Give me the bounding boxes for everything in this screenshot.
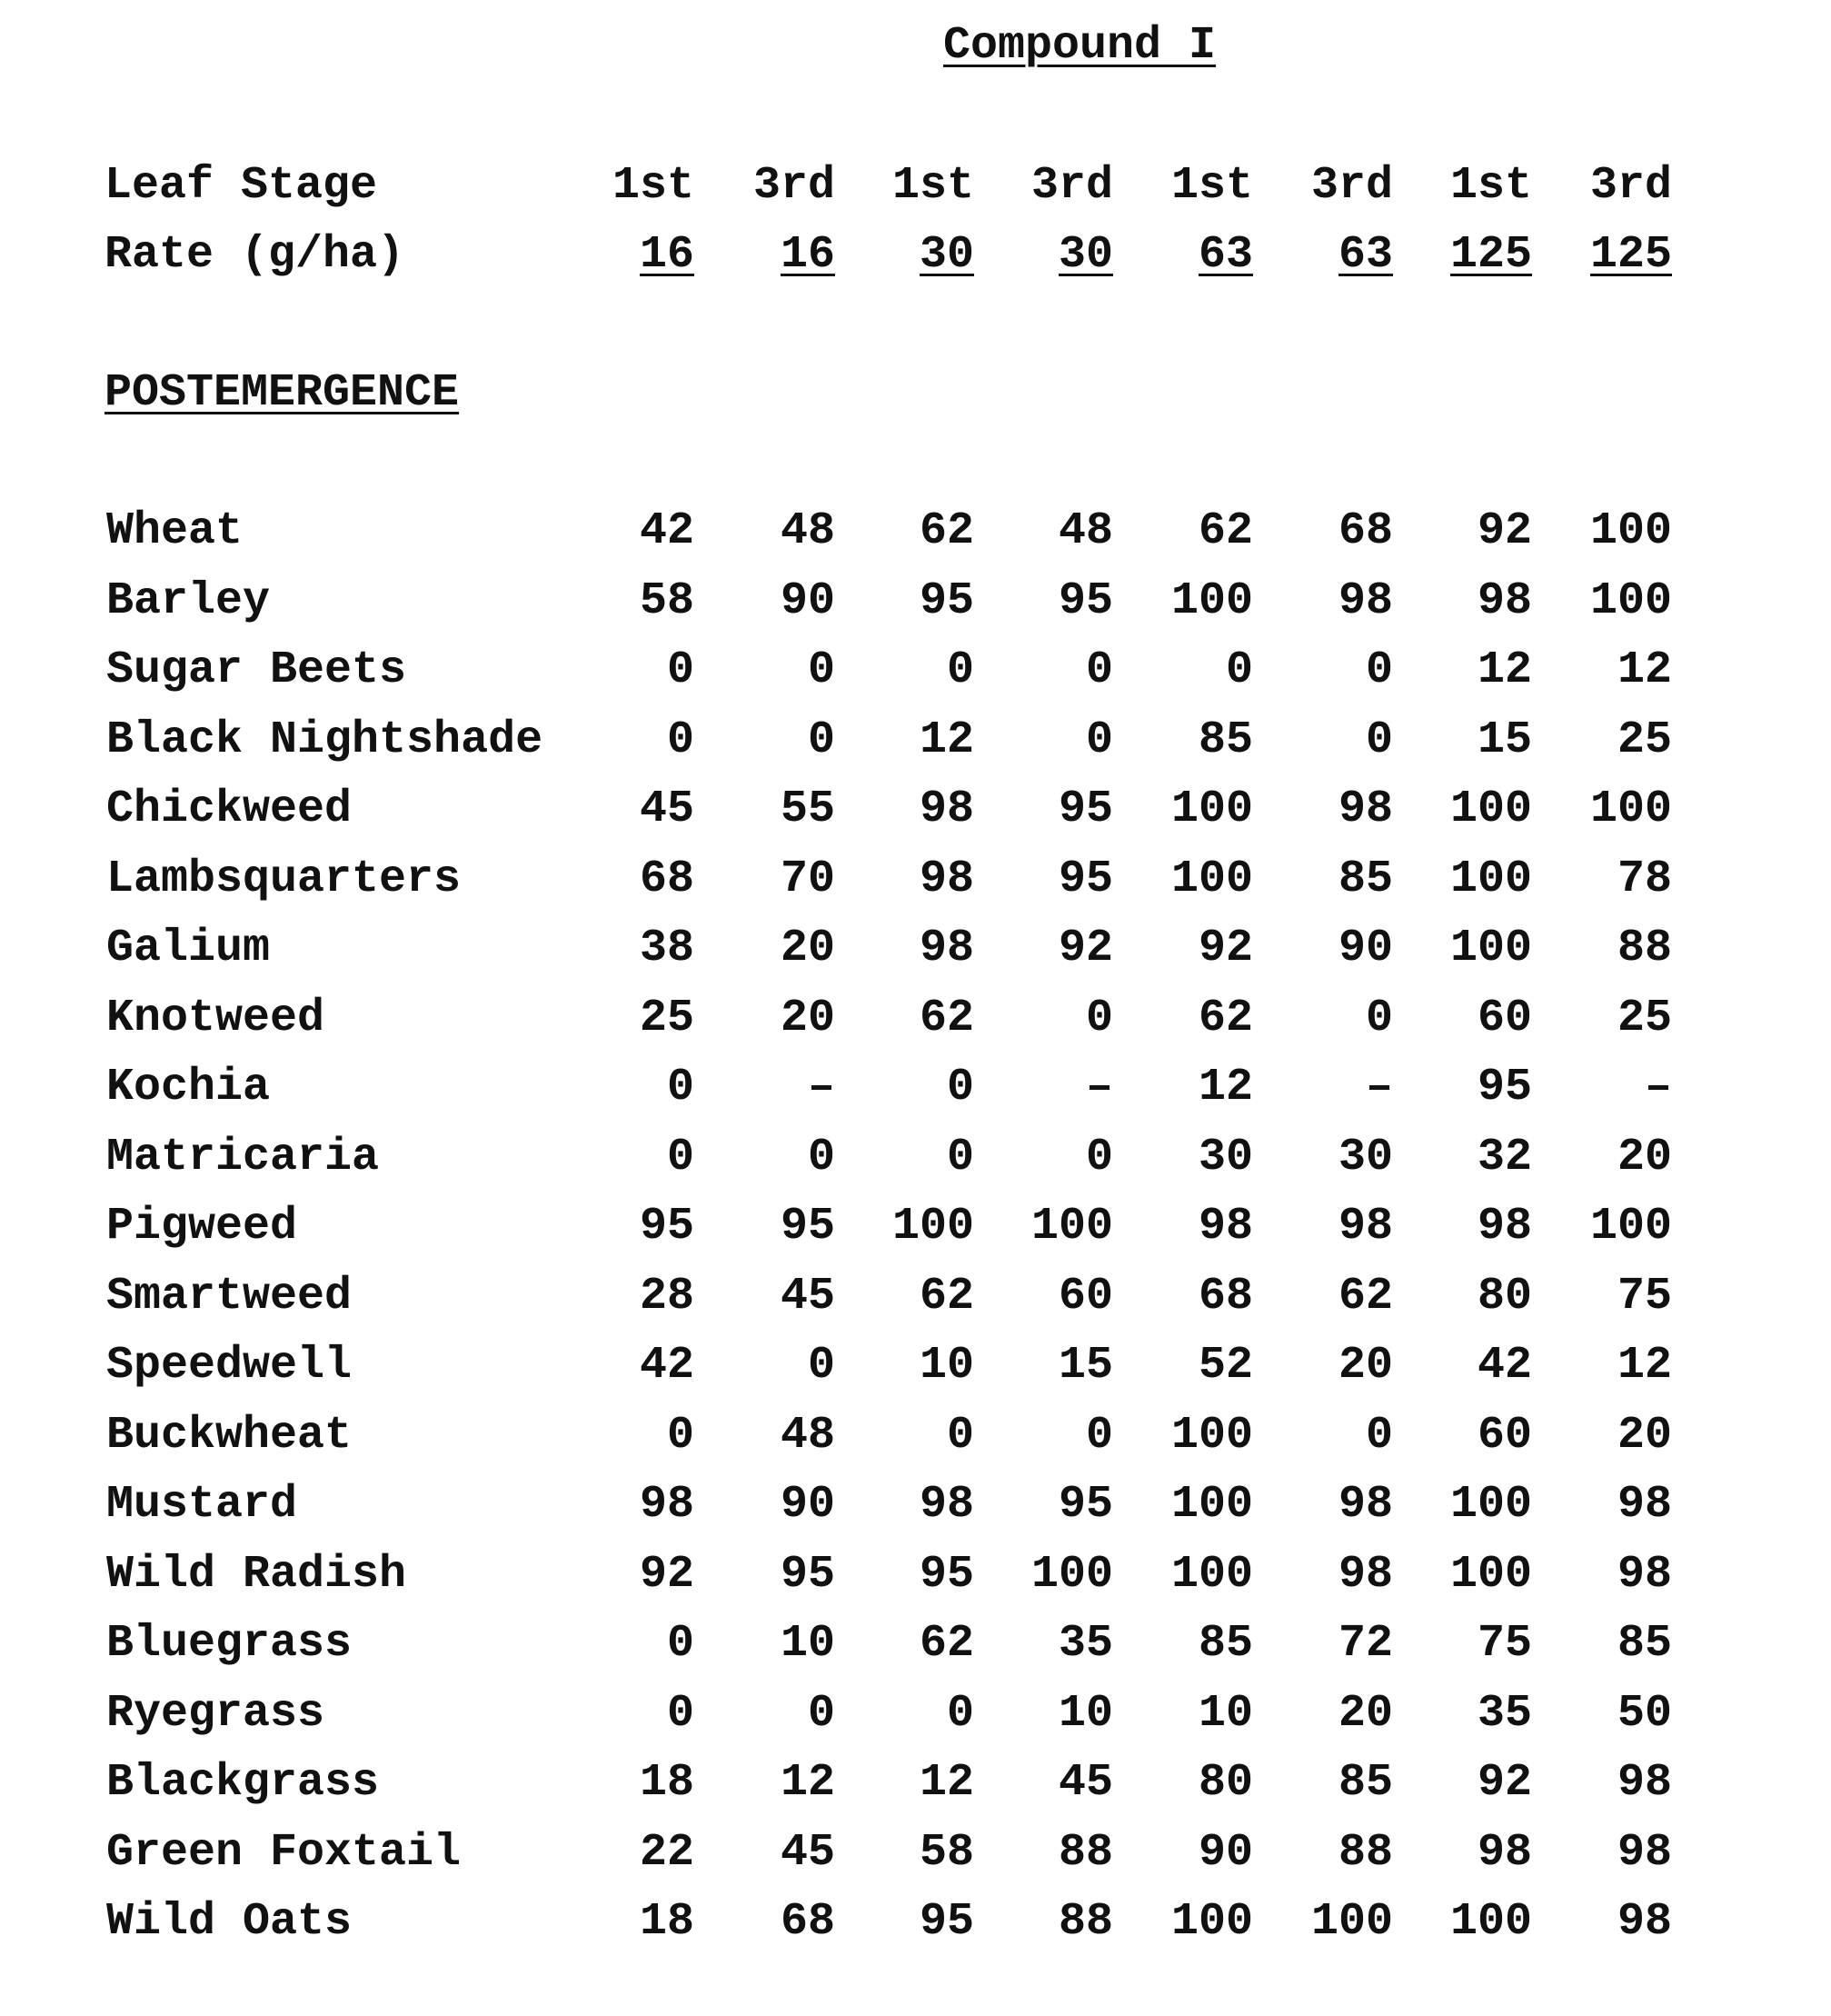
table-cell: 100 (1117, 857, 1253, 903)
table-cell: 98 (1536, 1900, 1672, 1945)
table-cell: 0 (977, 996, 1113, 1042)
table-cell: 0 (1117, 648, 1253, 694)
table-cell: 68 (558, 857, 694, 903)
table-cell: 45 (699, 1274, 835, 1320)
row-label: Sugar Beets (106, 648, 406, 694)
table-cell: 58 (558, 579, 694, 624)
table-cell: 0 (1257, 718, 1393, 763)
table-cell: 0 (558, 1692, 694, 1737)
table-cell: 18 (558, 1761, 694, 1806)
leaf-stage-header: 1st (1396, 164, 1532, 209)
table-cell: 62 (838, 1622, 974, 1667)
table-cell: 92 (558, 1552, 694, 1598)
table-cell: 85 (1536, 1622, 1672, 1667)
table-cell: 100 (1117, 787, 1253, 833)
rate-header: 63 (1257, 233, 1393, 278)
table-cell: 68 (699, 1900, 835, 1945)
table-cell: 20 (1257, 1692, 1393, 1737)
table-cell: 10 (838, 1343, 974, 1389)
leaf-stage-header: 3rd (1536, 164, 1672, 209)
table-cell: 0 (558, 1135, 694, 1181)
table-cell: 0 (558, 1065, 694, 1111)
table-cell: 0 (699, 648, 835, 694)
table-cell: 68 (1117, 1274, 1253, 1320)
table-cell: 0 (1257, 996, 1393, 1042)
table-cell: 98 (1257, 1204, 1393, 1250)
table-cell: 0 (558, 718, 694, 763)
table-cell: 95 (977, 579, 1113, 624)
table-cell: 42 (558, 509, 694, 554)
table-cell: 98 (1117, 1204, 1253, 1250)
row-label: Bluegrass (106, 1622, 352, 1667)
table-cell: 80 (1396, 1274, 1532, 1320)
table-cell: 45 (558, 787, 694, 833)
row-label: Speedwell (106, 1343, 352, 1389)
leaf-stage-header: 1st (1117, 164, 1253, 209)
table-cell: 90 (699, 1482, 835, 1528)
table-cell: 0 (558, 1622, 694, 1667)
table-cell: 100 (1536, 509, 1672, 554)
table-cell: 100 (1396, 1552, 1532, 1598)
table-cell: 100 (977, 1552, 1113, 1598)
table-cell: 25 (1536, 718, 1672, 763)
table-cell: 52 (1117, 1343, 1253, 1389)
table-cell: 0 (838, 648, 974, 694)
rate-header: 125 (1536, 233, 1672, 278)
table-cell: 0 (699, 718, 835, 763)
table-cell: 20 (699, 926, 835, 972)
table-cell: 98 (1536, 1761, 1672, 1806)
table-cell: 98 (1257, 1552, 1393, 1598)
table-cell: 0 (838, 1135, 974, 1181)
table-cell: 95 (558, 1204, 694, 1250)
table-cell: 60 (977, 1274, 1113, 1320)
table-cell: 98 (838, 926, 974, 972)
leaf-stage-header: 3rd (977, 164, 1113, 209)
row-label: Lambsquarters (106, 857, 461, 903)
row-label: Buckwheat (106, 1413, 352, 1459)
table-cell: 100 (1396, 926, 1532, 972)
table-cell: 12 (838, 1761, 974, 1806)
table-cell: 98 (1257, 1482, 1393, 1528)
table-cell: 95 (977, 1482, 1113, 1528)
table-cell: 0 (1257, 1413, 1393, 1459)
table-cell: 0 (977, 1413, 1113, 1459)
leaf-stage-header: 3rd (699, 164, 835, 209)
table-cell: 20 (699, 996, 835, 1042)
table-cell: 30 (1257, 1135, 1393, 1181)
table-cell: 0 (838, 1065, 974, 1111)
table-cell: 55 (699, 787, 835, 833)
table-cell: 98 (838, 787, 974, 833)
row-label: Wild Radish (106, 1552, 406, 1598)
table-cell: 62 (1257, 1274, 1393, 1320)
table-cell: 0 (977, 718, 1113, 763)
table-cell: 35 (1396, 1692, 1532, 1737)
table-cell: 22 (558, 1831, 694, 1876)
row-label: Wheat (106, 509, 243, 554)
table-cell: 12 (1536, 1343, 1672, 1389)
table-cell: 98 (838, 1482, 974, 1528)
table-cell: 35 (977, 1622, 1113, 1667)
table-cell: 72 (1257, 1622, 1393, 1667)
table-cell: 98 (1396, 1831, 1532, 1876)
table-cell: 98 (1396, 579, 1532, 624)
table-cell: 88 (1257, 1831, 1393, 1876)
table-cell: 0 (977, 1135, 1113, 1181)
table-cell: 100 (1396, 1900, 1532, 1945)
table-cell: – (977, 1065, 1113, 1111)
table-cell: 0 (699, 1692, 835, 1737)
table-cell: 98 (1396, 1204, 1532, 1250)
row-label: Barley (106, 579, 270, 624)
row-label: Ryegrass (106, 1692, 324, 1737)
table-cell: 88 (1536, 926, 1672, 972)
table-cell: 85 (1117, 1622, 1253, 1667)
row-label: Matricaria (106, 1135, 379, 1181)
table-cell: 0 (699, 1135, 835, 1181)
table-cell: 90 (699, 579, 835, 624)
table-cell: 15 (1396, 718, 1532, 763)
table-cell: 20 (1536, 1413, 1672, 1459)
table-cell: 92 (1396, 1761, 1532, 1806)
table-cell: 50 (1536, 1692, 1672, 1737)
table-cell: 45 (699, 1831, 835, 1876)
table-cell: 98 (558, 1482, 694, 1528)
table-cell: 100 (1257, 1900, 1393, 1945)
row-label: Kochia (106, 1065, 270, 1111)
table-cell: 95 (838, 1900, 974, 1945)
table-cell: 12 (1117, 1065, 1253, 1111)
table-cell: 62 (838, 996, 974, 1042)
leaf-stage-header: 1st (558, 164, 694, 209)
table-cell: 95 (838, 1552, 974, 1598)
section-title: POSTEMERGENCE (104, 371, 459, 416)
table-cell: 12 (1396, 648, 1532, 694)
table-cell: 100 (1117, 1552, 1253, 1598)
table-cell: 60 (1396, 996, 1532, 1042)
table-cell: 92 (1396, 509, 1532, 554)
table-cell: 62 (1117, 996, 1253, 1042)
table-cell: 95 (977, 787, 1113, 833)
table-cell: 0 (977, 648, 1113, 694)
table-cell: 20 (1257, 1343, 1393, 1389)
table-cell: 0 (558, 648, 694, 694)
table-cell: 95 (699, 1204, 835, 1250)
table-cell: – (699, 1065, 835, 1111)
table-cell: 12 (838, 718, 974, 763)
table-cell: 85 (1257, 1761, 1393, 1806)
table-cell: – (1257, 1065, 1393, 1111)
row-label: Pigweed (106, 1204, 297, 1250)
table-cell: 100 (1117, 1482, 1253, 1528)
table-cell: 100 (1396, 857, 1532, 903)
table-title: Compound I (943, 24, 1216, 69)
table-cell: 98 (1257, 787, 1393, 833)
table-cell: 98 (1536, 1831, 1672, 1876)
table-cell: 20 (1536, 1135, 1672, 1181)
table-cell: 75 (1396, 1622, 1532, 1667)
rate-header: 30 (977, 233, 1113, 278)
table-cell: 95 (977, 857, 1113, 903)
table-cell: 62 (838, 1274, 974, 1320)
table-cell: 15 (977, 1343, 1113, 1389)
table-cell: 25 (558, 996, 694, 1042)
rate-header: 16 (558, 233, 694, 278)
table-cell: 38 (558, 926, 694, 972)
table-cell: 25 (1536, 996, 1672, 1042)
table-cell: 95 (838, 579, 974, 624)
table-cell: 42 (558, 1343, 694, 1389)
table-cell: 10 (977, 1692, 1113, 1737)
table-cell: 100 (1117, 1413, 1253, 1459)
table-cell: 0 (838, 1413, 974, 1459)
table-cell: 88 (977, 1900, 1113, 1945)
table-cell: 60 (1396, 1413, 1532, 1459)
table-cell: 10 (1117, 1692, 1253, 1737)
table-cell: 0 (1257, 648, 1393, 694)
table-cell: 88 (977, 1831, 1113, 1876)
row-label: Blackgrass (106, 1761, 379, 1806)
table-cell: 85 (1117, 718, 1253, 763)
row-label: Wild Oats (106, 1900, 352, 1945)
table-cell: 85 (1257, 857, 1393, 903)
table-cell: 0 (558, 1413, 694, 1459)
row-label: Mustard (106, 1482, 297, 1528)
table-cell: 95 (1396, 1065, 1532, 1111)
table-cell: 100 (1117, 1900, 1253, 1945)
rate-header: 125 (1396, 233, 1532, 278)
leaf-stage-header: 3rd (1257, 164, 1393, 209)
table-cell: 62 (1117, 509, 1253, 554)
table-cell: 0 (699, 1343, 835, 1389)
table-cell: 58 (838, 1831, 974, 1876)
table-cell: 100 (1536, 579, 1672, 624)
table-cell: 48 (699, 509, 835, 554)
table-cell: 90 (1257, 926, 1393, 972)
row-label: Galium (106, 926, 270, 972)
leaf-stage-label: Leaf Stage (104, 164, 377, 209)
table-cell: 45 (977, 1761, 1113, 1806)
table-cell: 98 (1257, 579, 1393, 624)
table-cell: 12 (699, 1761, 835, 1806)
table-cell: 100 (1396, 787, 1532, 833)
table-cell: 32 (1396, 1135, 1532, 1181)
table-cell: 100 (1536, 787, 1672, 833)
row-label: Knotweed (106, 996, 324, 1042)
table-cell: 42 (1396, 1343, 1532, 1389)
table-cell: – (1536, 1065, 1672, 1111)
table-cell: 0 (838, 1692, 974, 1737)
table-cell: 18 (558, 1900, 694, 1945)
table-cell: 28 (558, 1274, 694, 1320)
table-cell: 98 (1536, 1552, 1672, 1598)
table-cell: 100 (1536, 1204, 1672, 1250)
row-label: Green Foxtail (106, 1831, 461, 1876)
row-label: Chickweed (106, 787, 352, 833)
table-cell: 100 (1117, 579, 1253, 624)
table-cell: 48 (699, 1413, 835, 1459)
table-cell: 68 (1257, 509, 1393, 554)
table-cell: 90 (1117, 1831, 1253, 1876)
row-label: Smartweed (106, 1274, 352, 1320)
table-cell: 30 (1117, 1135, 1253, 1181)
table-cell: 48 (977, 509, 1113, 554)
rate-header: 16 (699, 233, 835, 278)
row-label: Black Nightshade (106, 718, 542, 763)
table-cell: 62 (838, 509, 974, 554)
table-cell: 10 (699, 1622, 835, 1667)
table-cell: 92 (1117, 926, 1253, 972)
rate-header: 63 (1117, 233, 1253, 278)
table-cell: 98 (838, 857, 974, 903)
table-cell: 95 (699, 1552, 835, 1598)
table-cell: 12 (1536, 648, 1672, 694)
leaf-stage-header: 1st (838, 164, 974, 209)
table-cell: 75 (1536, 1274, 1672, 1320)
rate-label: Rate (g/ha) (104, 233, 404, 278)
table-cell: 78 (1536, 857, 1672, 903)
table-cell: 98 (1536, 1482, 1672, 1528)
table-cell: 80 (1117, 1761, 1253, 1806)
table-cell: 100 (838, 1204, 974, 1250)
table-cell: 92 (977, 926, 1113, 972)
table-cell: 100 (977, 1204, 1113, 1250)
table-cell: 70 (699, 857, 835, 903)
rate-header: 30 (838, 233, 974, 278)
table-cell: 100 (1396, 1482, 1532, 1528)
